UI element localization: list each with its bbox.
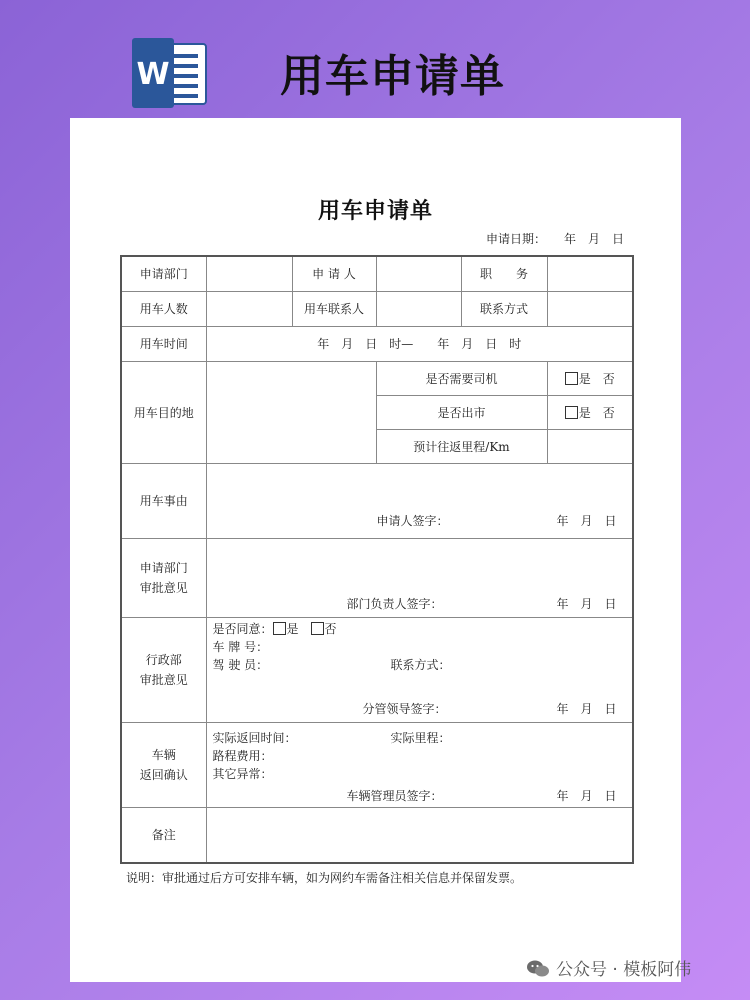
dept-review-label: 申请部门 审批意见 [121,538,206,617]
admin-contact-label: 联系方式： [390,657,451,672]
actual-mileage-label: 实际里程： [390,730,451,745]
toll-fee-label: 路程费用： [212,748,273,763]
mileage-field[interactable] [547,429,633,463]
applicant-field[interactable] [376,256,461,291]
contact-method-field[interactable] [547,291,633,326]
contact-person-field[interactable] [376,291,461,326]
position-label: 职 务 [461,256,547,291]
document-title: 用车申请单 [317,198,433,224]
return-confirm-field[interactable] [206,722,633,807]
dept-head-signature-label: 部门负责人签字： [346,596,443,611]
footer-watermark [526,955,691,980]
admin-review-label: 行政部 审批意见 [121,617,206,722]
dept-label: 申请部门 [121,256,206,291]
checkbox-icon[interactable] [273,622,286,635]
driver-name-label: 驾 驶 员： [212,657,269,672]
destination-field[interactable] [206,361,376,463]
leader-sign-date: 年 月 日 [556,701,617,716]
contact-method-label: 联系方式 [461,291,547,326]
banner-title: 用车申请单 [280,51,505,102]
word-document-icon [132,38,210,108]
time-field[interactable]: 年 月 日 时— 年 月 日 时 [206,326,633,361]
other-issue-label: 其它异常： [212,766,273,781]
vehicle-manager-sign-date: 年 月 日 [556,788,617,803]
people-count-field[interactable] [206,291,292,326]
dept-field[interactable] [206,256,292,291]
vehicle-manager-signature-label: 车辆管理员签字： [346,788,443,803]
contact-person-label: 用车联系人 [292,291,376,326]
banner [0,0,750,118]
footer-text: 公众号 · 模板阿伟 [556,960,692,980]
leader-signature-label: 分管领导签字： [362,701,447,716]
checkbox-icon[interactable] [311,622,324,635]
time-label: 用车时间 [121,326,206,361]
admin-review-field[interactable] [206,617,633,722]
form-note: 说明：审批通过后方可安排车辆，如为网约车需备注相关信息并保留发票。 [126,871,523,885]
people-count-label: 用车人数 [121,291,206,326]
return-confirm-label: 车辆 返回确认 [121,722,206,807]
applicant-label: 申 请 人 [292,256,376,291]
applicant-sign-date: 年 月 日 [556,513,617,528]
driver-needed-options[interactable]: 是 否 [547,361,633,395]
apply-date: 申请日期： 年 月 日 [485,232,624,246]
remark-label: 备注 [121,807,206,863]
remark-field[interactable] [206,807,633,863]
checkbox-icon[interactable] [565,372,578,385]
reason-field[interactable] [206,463,633,538]
plate-number-label: 车 牌 号： [212,639,269,654]
position-field[interactable] [547,256,633,291]
wechat-icon [526,959,550,979]
svg-text:W: W [136,57,170,92]
mileage-label: 预计往返里程/Km [376,429,547,463]
leave-city-label: 是否出市 [376,395,547,429]
admin-agree-row: 是否同意： 是 否 [212,621,337,636]
dept-head-sign-date: 年 月 日 [556,596,617,611]
checkbox-icon[interactable] [565,406,578,419]
applicant-signature-label: 申请人签字： [376,513,449,528]
actual-return-time-label: 实际返回时间： [212,730,297,745]
dept-review-field[interactable] [206,538,633,617]
leave-city-options[interactable]: 是 否 [547,395,633,429]
document-page [70,118,681,982]
application-form-table [120,255,634,864]
driver-needed-label: 是否需要司机 [376,361,547,395]
reason-label: 用车事由 [121,463,206,538]
destination-label: 用车目的地 [121,361,206,463]
